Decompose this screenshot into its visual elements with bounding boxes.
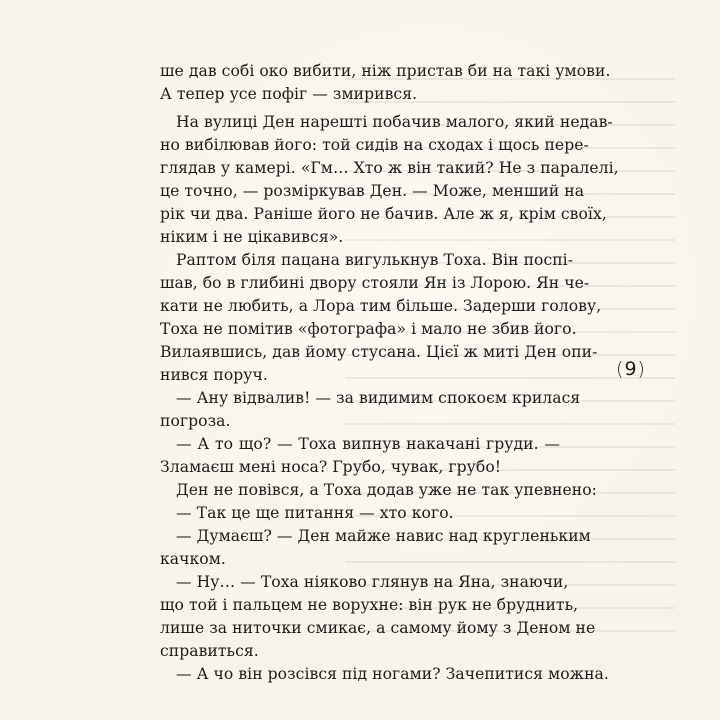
text-line: погроза. [160,412,231,430]
text-line: но вибілював його: той сидів на сходах і щось пере- [160,136,589,154]
text-line: Тоха не помітив «фотографа» і мало не збив його. [160,320,577,338]
text-line: справиться. [160,642,259,660]
text-line: — А то що? — Тоха випнув накачані груди. — [176,435,560,453]
text-line: — Так це ще питання — хто кого. [176,504,454,522]
text-line: кати не любить, а Лора тим більше. Задерши голову, [160,297,602,315]
text-line: що той і пальцем не ворухне: він рук не бруднить, [160,596,579,614]
page-number-open-paren: ( [616,358,625,380]
text-line: качком. [160,550,226,568]
text-line: А тепер усе пофіг — змирився. [160,85,418,103]
text-line: нився поруч. [160,366,268,384]
text-line: Раптом біля пацана вигулькнув Тоха. Він поспі- [176,251,574,269]
text-line: На вулиці Ден нарешті побачив малого, який недав- [176,113,613,131]
text-line: — А чо він розсівся під ногами? Зачепитися можна. [176,665,609,683]
text-line: рік чи два. Раніше його не бачив. Але ж я, крім своїх, [160,205,607,223]
text-line: — Ну… — Тоха ніяково глянув на Яна, знаючи, [176,573,569,591]
text-line: шав, бо в глибині двору стояли Ян із Лорою. Ян че- [160,274,590,292]
text-line: ше дав собі око вибити, ніж пристав би на такі умови. [160,62,611,80]
text-line: Зламаєш мені носа? Грубо, чувак, грубо! [160,458,502,476]
text-line: це точно, — розміркував Ден. — Може, менший на [160,182,585,200]
page-number [600,354,662,384]
text-line: лише за ниточки смикає, а самому йому з Деном не [160,619,596,637]
text-line: Вилаявшись, дав йому стусана. Цієї ж миті Ден опи- [160,343,598,361]
page-number-value: 9 [624,358,638,380]
text-line: ніким і не цікавився». [160,228,344,246]
text-line: — Ану відвалив! — за видимим спокоєм крилася [176,389,581,407]
text-line: Ден не повівся, а Тоха додав уже не так упевнено: [176,481,597,499]
text-line: — Думаєш? — Ден майже навис над кругленьким [176,527,591,545]
page-number-close-paren: ) [637,358,646,380]
text-line: глядав у камері. «Гм… Хто ж він такий? Не з паралелі, [160,159,619,177]
